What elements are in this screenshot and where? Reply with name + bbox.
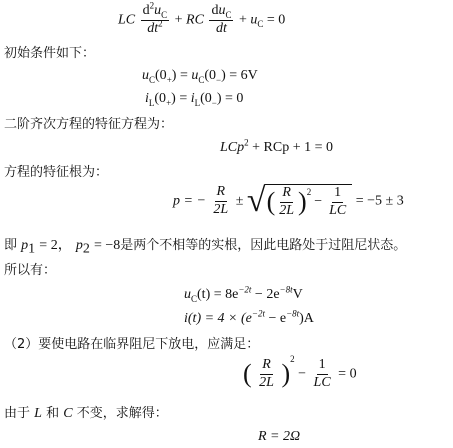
first-derivative-fraction: $\frac{du_C}{dt}$ [211, 3, 232, 36]
current-solution: $i(t) = 4 \times (e^{-2t} - e^{-8t})A$ [184, 308, 314, 326]
initial-conditions-label: 初始条件如下： [4, 46, 96, 61]
critical-damping-equation: ( $\frac{R}{2L}$ )$^2$ − $\frac{1}{LC}$ = 0 [243, 353, 357, 390]
characteristic-roots-equation: p = − $\frac{R}{2L}$ ± √ ( $\frac{R}{2L}$ ) $^2$ − $\frac{1}{LC}$ = −5 ± 3 [173, 182, 404, 220]
characteristic-equation-label: 二阶齐次方程的特征方程为： [4, 117, 174, 132]
roots-description: 即 $p_1 = 2$， $p_2 = -8$是两个不相等的实根，因此电路处于过阻尼状态。 [4, 238, 407, 257]
characteristic-equation: LCp$^2$ + RCp + 1 = 0 [220, 137, 333, 155]
capacitor-voltage-solution: $u_C(t) = 8e^{-2t} - 2e^{-8t}V$ [184, 284, 303, 304]
roots-label: 方程的特征根为： [4, 165, 109, 180]
solve-label: 由于 L 和 C 不变，求解得： [4, 406, 168, 421]
square-root: √ ( $\frac{R}{2L}$ ) $^2$ − $\frac{1}{LC}$ [247, 184, 352, 218]
final-answer: R = 2Ω [258, 429, 301, 444]
second-derivative-fraction: $\frac{d^2u_C}{dt^2}$ [142, 0, 168, 36]
rlc-differential-equation: LC $\frac{d^2u_C}{dt^2}$ + RC $\frac{du_C}{dt}$ + $u_C = 0$ [118, 0, 286, 36]
eq-lc: LC [118, 12, 136, 28]
initial-condition-current: $i_L(0_+) = i_L(0_-) = 0$ [145, 91, 244, 108]
therefore-label: 所以有： [4, 263, 57, 278]
critical-damping-label: （2）要使电路在临界阻尼下放电，应满足： [4, 337, 260, 352]
initial-condition-voltage: $u_C(0_+) = u_C(0_-) = 6V$ [142, 68, 258, 85]
eq-rc: RC [186, 12, 204, 28]
